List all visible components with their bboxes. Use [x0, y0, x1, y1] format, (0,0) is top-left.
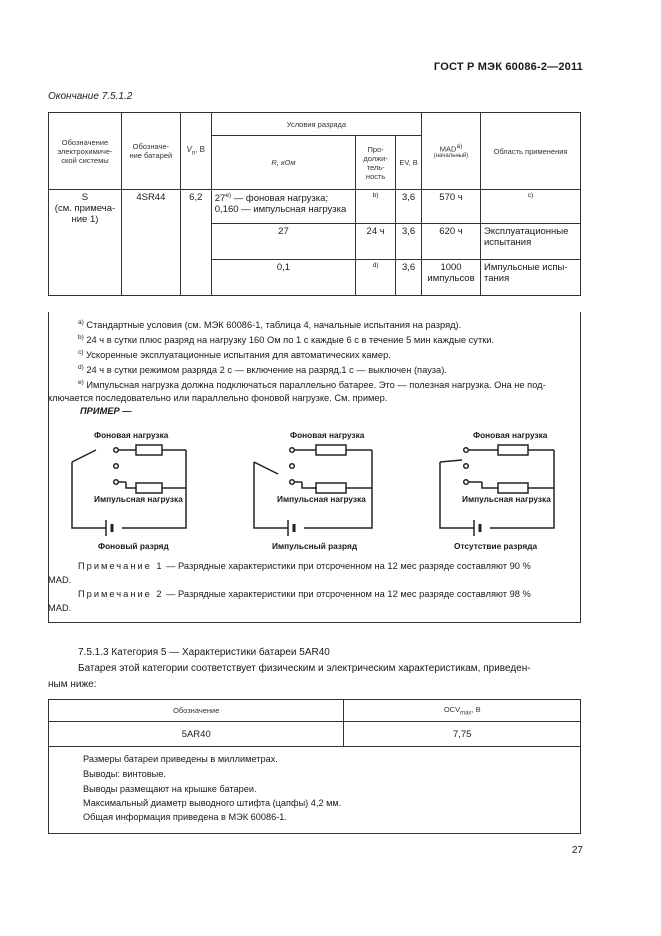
- cell-mad-3: 1000 импульсов: [422, 260, 481, 296]
- circuit3-schematic: [434, 440, 564, 540]
- header-designation: Обозначение: [49, 700, 344, 722]
- cell-duration-3: d): [356, 260, 396, 296]
- header-conditions: Условия разряда: [211, 113, 421, 136]
- circuit1-background-load-label: Фоновая нагрузка: [94, 430, 169, 440]
- footnote-e-continuation: ключается последовательно или параллельно фоновой нагрузке. См. пример.: [48, 393, 388, 403]
- circuit1-pulse-load-label: Импульсная нагрузка: [94, 494, 183, 504]
- example-label: ПРИМЕР —: [80, 406, 132, 416]
- cell-area-3: Импульсные испы- тания: [481, 260, 581, 296]
- info-line-4: Максимальный диаметр выводного штифта (цапфы) 4,2 мм.: [83, 798, 342, 808]
- note-1: Примечание 1 — Разрядные характеристики при отсроченном на 12 мес разряде составляют 90 %: [78, 561, 531, 571]
- cell-system: S (см. примеча- ние 1): [49, 190, 122, 296]
- page-header: ГОСТ Р МЭК 60086-2—2011: [433, 61, 583, 73]
- circuit3-caption: Отсутствие разряда: [454, 541, 538, 551]
- info-line-5: Общая информация приведена в МЭК 60086-1.: [83, 812, 287, 822]
- note-2: Примечание 2 — Разрядные характеристики при отсроченном на 12 мес разряде составляют 98 %: [78, 589, 531, 599]
- cell-ev-2: 3,6: [396, 224, 422, 260]
- cell-designation: 5AR40: [49, 722, 344, 747]
- section-paragraph-line1: Батарея этой категории соответствует физическим и электрическим характеристикам, приведен-: [78, 663, 531, 674]
- cell-ev-1: 3,6: [396, 190, 422, 224]
- cell-r-2: 27: [211, 224, 355, 260]
- table-continuation-label: Окончание 7.5.1.2: [48, 91, 133, 102]
- cell-area-1: c): [481, 190, 581, 224]
- cell-mad-1: 570 ч: [422, 190, 481, 224]
- circuit2-schematic: [248, 440, 378, 540]
- cell-duration-1: b): [356, 190, 396, 224]
- footnote-a: $^{a)}$ Стандартные условия (см. МЭК 60086-1, таблица 4, начальные испытания на разряд).: [78, 319, 462, 331]
- footnote-d: $^{d)}$ 24 ч в сутки режимом разряда 2 с — включение на разряд,1 с — выключен (пауза).: [78, 364, 447, 376]
- cell-r-3: 0,1: [211, 260, 355, 296]
- discharge-table: [48, 112, 581, 296]
- section-paragraph-line2: ным ниже:: [48, 679, 97, 690]
- footnote-c: $^{c)}$ Ускоренные эксплуатационные испытания для автоматических камер.: [78, 349, 391, 361]
- circuit1-schematic: [66, 440, 196, 540]
- circuit2-caption: Импульсный разряд: [272, 541, 358, 551]
- cell-ocv: 7,75: [344, 722, 581, 747]
- header-vn: $V_n$, В: [180, 113, 211, 190]
- header-area: Область применения: [481, 113, 581, 190]
- header-system: Обозначение электрохимиче- ской системы: [49, 113, 122, 190]
- header-ocv: $OCV_{max}$, В: [344, 700, 581, 722]
- info-line-2: Выводы: винтовые.: [83, 769, 166, 779]
- cell-area-2: Эксплуатационные испытания: [481, 224, 581, 260]
- circuit3-pulse-load-label: Импульсная нагрузка: [462, 494, 551, 504]
- cell-vn: 6,2: [180, 190, 211, 296]
- cell-duration-2: 24 ч: [356, 224, 396, 260]
- header-duration: Про- должи- тель- ность: [356, 136, 396, 190]
- footnote-e: $^{e)}$ Импульсная нагрузка должна подключаться параллельно батарее. Это — полезная нагрузка. Она не под-: [78, 379, 546, 391]
- page-number: 27: [571, 845, 583, 856]
- circuit3-background-load-label: Фоновая нагрузка: [473, 430, 548, 440]
- circuit2-pulse-load-label: Импульсная нагрузка: [277, 494, 366, 504]
- header-ev: EV, В: [396, 136, 422, 190]
- cell-mad-2: 620 ч: [422, 224, 481, 260]
- header-mad: MAD$^{a)}$ (начальный): [422, 113, 481, 190]
- circuit1-caption: Фоновый разряд: [98, 541, 169, 551]
- circuit2-background-load-label: Фоновая нагрузка: [290, 430, 365, 440]
- note-2-continuation: MAD.: [48, 603, 72, 613]
- header-battery: Обозначе- ние батарей: [121, 113, 180, 190]
- footnote-b: $^{b)}$ 24 ч в сутки плюс разряд на нагрузку 160 Ом по 1 с каждые 6 с в течение 5 мин каждые сутки.: [78, 334, 495, 346]
- info-line-3: Выводы размещают на крышке батареи.: [83, 784, 257, 794]
- note-1-continuation: MAD.: [48, 575, 72, 585]
- cell-battery: 4SR44: [121, 190, 180, 296]
- battery-5ar40-table: [48, 699, 581, 747]
- cell-ev-3: 3,6: [396, 260, 422, 296]
- info-line-1: Размеры батареи приведены в миллиметрах.: [83, 754, 278, 764]
- section-title: 7.5.1.3 Категория 5 — Характеристики батареи 5AR40: [78, 647, 330, 658]
- cell-r-1: 27$^{e)}$ — фоновая нагрузка; 0,160 — импульсная нагрузка: [211, 190, 355, 224]
- header-r: R, кОм: [211, 136, 355, 190]
